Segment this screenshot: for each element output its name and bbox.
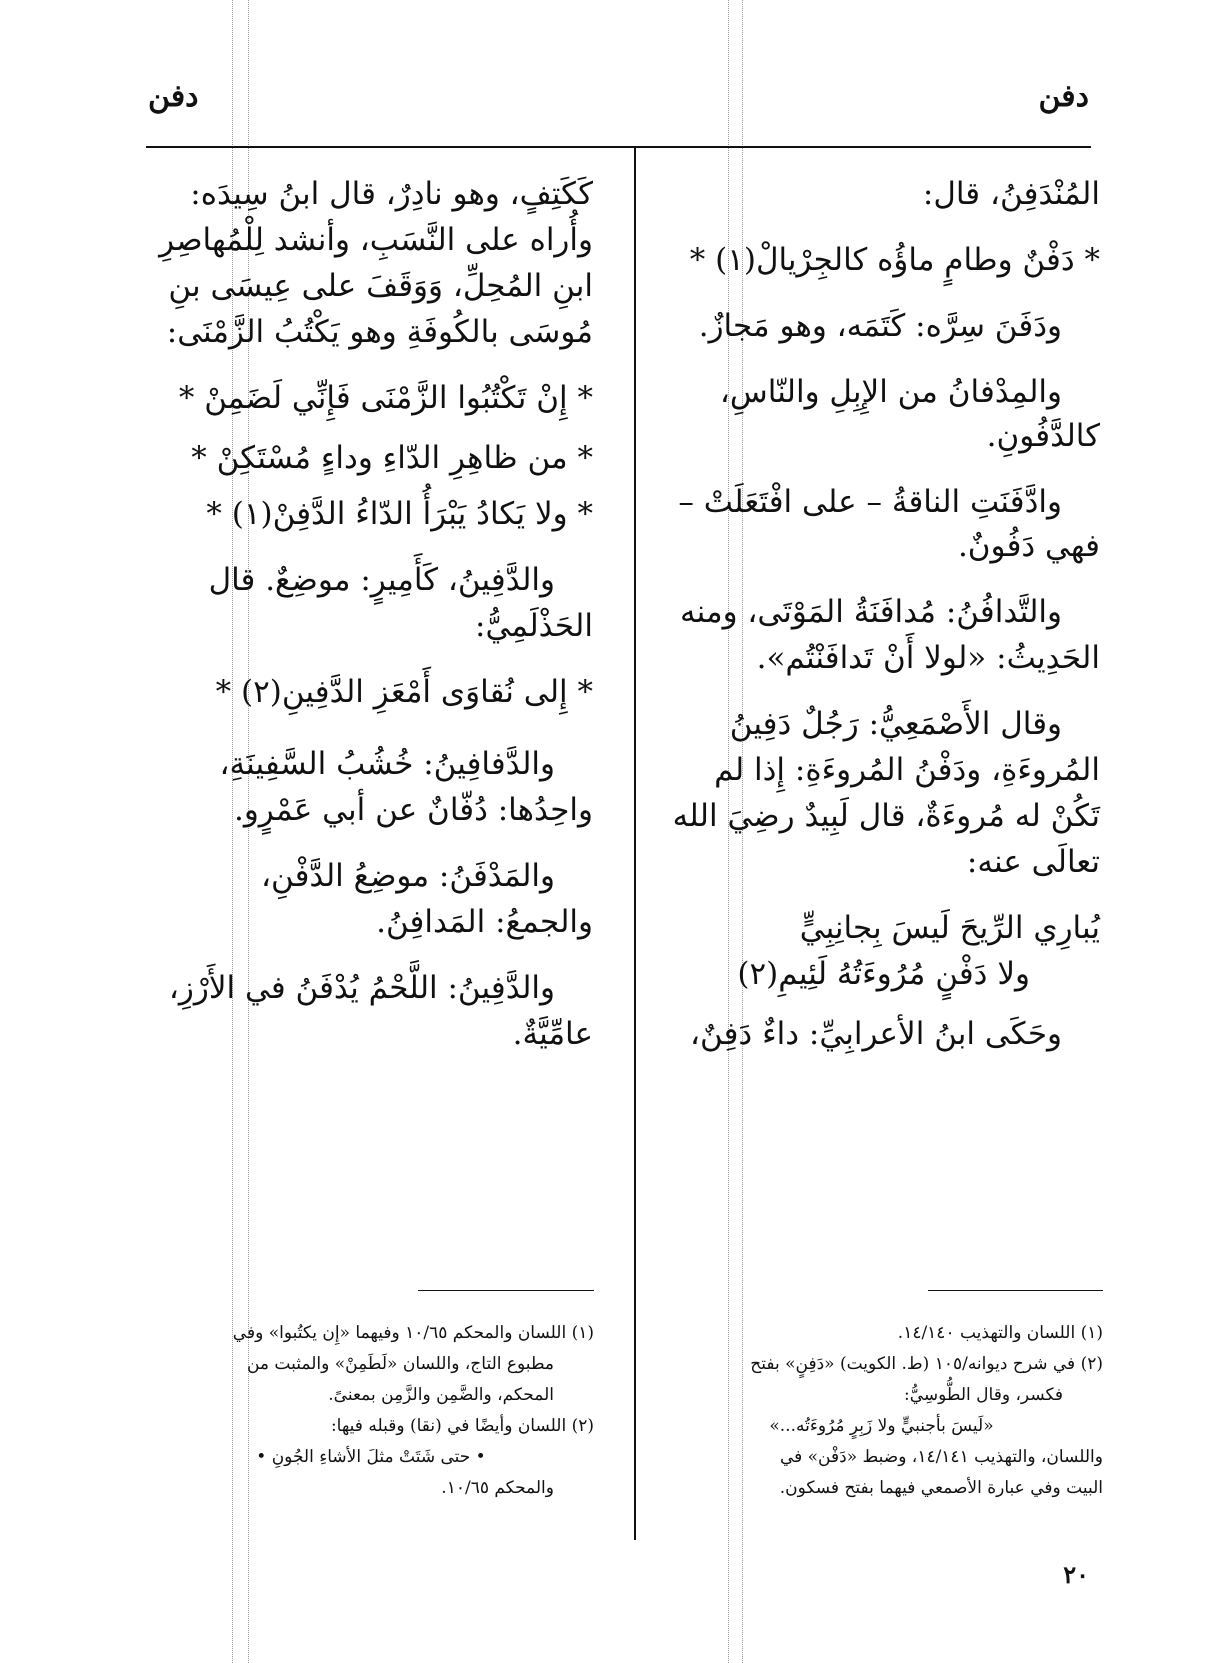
verse-line: * ولا يَكادُ يَبْرَأُ الدّاءُ الدَّفِنْ(١) * xyxy=(206,496,593,532)
right-column xyxy=(660,172,1100,1078)
text-line: فهي دَفُونٌ. xyxy=(957,528,1100,564)
text-line: عامِّيَّةٌ. xyxy=(512,1016,593,1052)
footnote-verse: «لَيسَ بأجنبيٍّ ولا زَبِرٍ مُرُوءَتُه...» xyxy=(769,1416,994,1436)
footnote: (١) اللسان والمحكم ١٠/٦٥ وفيهما «إِن يكتُبوا» وفي xyxy=(232,1323,594,1343)
page-number: ٢٠ xyxy=(1063,1560,1089,1589)
footnote: والمحكم ١٠/٦٥. xyxy=(441,1478,554,1498)
text-line: كالدَّفُونِ. xyxy=(986,418,1100,454)
verse-line: * دَفْنٌ وطامٍ ماؤُه كالجِرْيالْ(١) * xyxy=(689,242,1100,278)
text-line: وقال الأَصْمَعِيُّ: رَجُلٌ دَفِينُ xyxy=(729,706,1062,742)
footnote-rule-right xyxy=(928,1290,1103,1291)
running-head-right: دفن xyxy=(1038,79,1089,114)
footnote-verse: • حتى شَتَتْ مثلَ الأشاءِ الجُونِ • xyxy=(256,1447,486,1467)
footnote: واللسان، والتهذيب ١٤/١٤١، وضبط «دَفْن» في xyxy=(779,1447,1103,1467)
text-line: المُروءَةِ، ودَفْنُ المُروءَةِ: إِذا لم xyxy=(714,752,1100,788)
text-line: الحَدِيثُ: «لولا أَنْ تَدافَنْتُم». xyxy=(756,640,1100,676)
column-divider xyxy=(634,148,636,1540)
text-line: واحِدُها: دُفّانٌ عن أبي عَمْرٍو. xyxy=(233,792,593,828)
text-line: الحَذْلَمِيُّ: xyxy=(475,608,593,644)
verse-line: * إِلى نُقاوَى أَمْعَزِ الدَّفِينِ(٢) * xyxy=(215,674,593,710)
text-line: تَكُنْ له مُروءَةٌ، قال لَبِيدٌ رضِيَ الله xyxy=(672,798,1100,834)
footnote: (٢) اللسان وأيضًا في (نقا) وقبله فيها: xyxy=(330,1416,594,1436)
verse-line: يُبارِي الرِّيحَ لَيسَ بِجانِبِيٍّ xyxy=(799,910,1100,946)
text-line: والمِدْفانُ من الإِبِلِ والنّاسِ، xyxy=(719,374,1062,410)
text-line: والدَّفافِينُ: خُشُبُ السَّفِينَةِ، xyxy=(219,746,555,782)
verse-line: * إِنْ تَكْتُبُوا الزَّمْنَى فَإِنِّي لَضَمِنْ * xyxy=(178,380,593,416)
text-line: مُوسَى بالكُوفَةِ وهو يَكْتُبُ الزَّمْنَى: xyxy=(166,314,593,350)
text-line: والدَّفِينُ: اللَّحْمُ يُدْفَنُ في الأَرْزِ، xyxy=(168,970,555,1006)
verse-line: * من ظاهِرِ الدّاءِ وداءٍ مُسْتَكِنْ * xyxy=(191,440,593,476)
text-line: والدَّفِينُ، كَأَمِيرٍ: موضِعٌ. قال xyxy=(208,562,555,598)
text-line: وأُراه على النَّسَبِ، وأنشد لِلْمُهاصِرِ xyxy=(159,222,593,258)
footnotes-left xyxy=(148,1318,594,1504)
text-line: والجمعُ: المَدافِنُ. xyxy=(376,904,593,940)
running-head-left: دفن xyxy=(148,79,199,114)
footnote: المحكم، والضَّمِن والزَّمِن بمعنىً. xyxy=(328,1385,554,1405)
footnote: البيت وفي عبارة الأصمعي فيهما بفتح فسكون. xyxy=(779,1478,1103,1498)
footnote: (٢) في شرح ديوانه/١٠٥ (ط. الكويت) «دَفِنٍ» بفتح xyxy=(750,1354,1103,1374)
text-line: المُنْدَفِنُ، قال: xyxy=(922,176,1100,212)
footnote: مطبوع التاج، واللسان «لَطَمِنْ» والمثبت من xyxy=(246,1354,554,1374)
footnotes-right xyxy=(660,1318,1103,1504)
header-rule xyxy=(146,146,1091,148)
text-line: والمَدْفَنُ: موضِعُ الدَّفْنِ، xyxy=(261,858,555,894)
verse-line: ولا دَفْنٍ مُرُوءَتُهُ لَئِيمِ(٢) xyxy=(737,956,1030,992)
footnote-rule-left xyxy=(418,1290,594,1291)
text-line: وحَكَى ابنُ الأعرابِيِّ: داءٌ دَفِنٌ، xyxy=(690,1016,1062,1052)
text-line: ابنِ المُحِلِّ، وَوَقَفَ على عِيسَى بنِ xyxy=(168,268,593,304)
footnote: (١) اللسان والتهذيب ١٤/١٤٠. xyxy=(897,1323,1103,1343)
footnote: فكسر، وقال الطُّوسِيُّ: xyxy=(904,1385,1063,1405)
text-line: كَكَتِفٍ، وهو نادِرٌ، قال ابنُ سِيدَه: xyxy=(190,176,593,212)
text-line: ودَفَنَ سِرَّه: كَتَمَه، وهو مَجازٌ. xyxy=(698,308,1062,344)
text-line: والتَّدافُنُ: مُدافَنَةُ المَوْتَى، ومنه xyxy=(680,594,1062,630)
text-line: وادَّفَنَتِ الناقةُ – على افْتَعَلَتْ – xyxy=(678,484,1062,520)
left-column xyxy=(148,172,593,1078)
text-line: تعالَى عنه: xyxy=(966,844,1100,880)
